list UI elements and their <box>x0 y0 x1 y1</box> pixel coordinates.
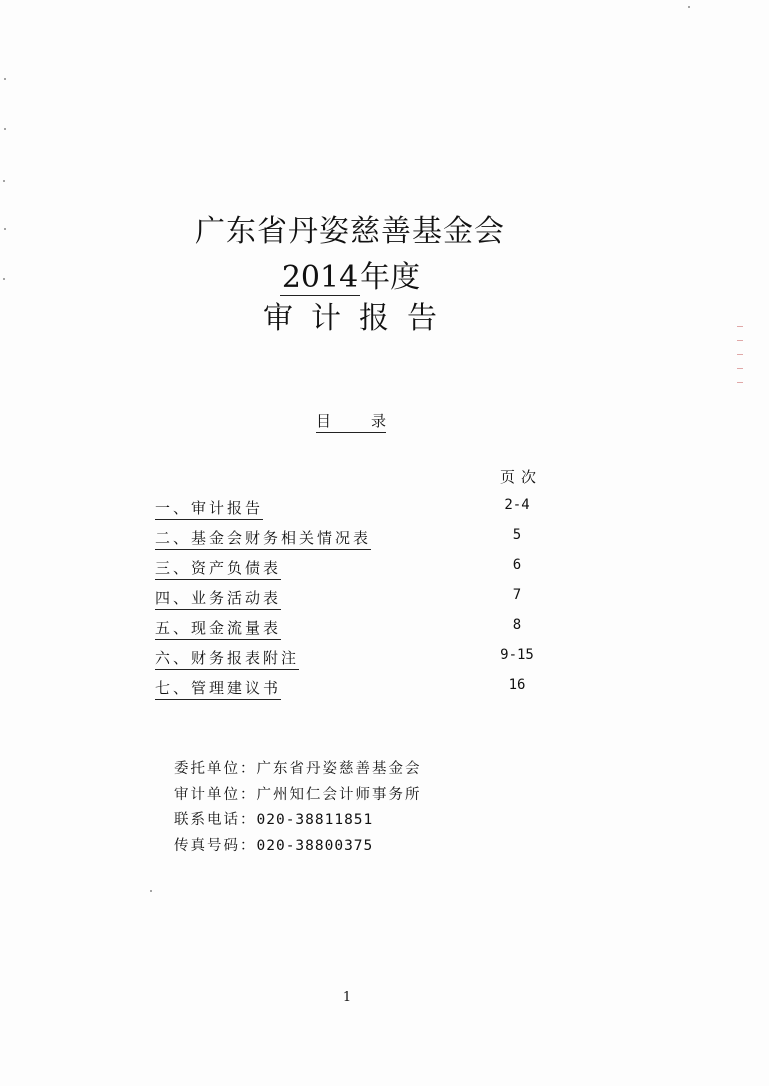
toc-item-page: 16 <box>508 677 526 693</box>
toc-item-label: 七、管理建议书 <box>155 677 281 700</box>
toc-item <box>155 675 535 705</box>
toc-item-page: 8 <box>512 617 522 633</box>
toc-item <box>155 645 535 675</box>
contact-block <box>174 757 504 859</box>
scan-speck <box>4 128 6 130</box>
toc-item-label: 五、现金流量表 <box>155 617 281 640</box>
scan-speck <box>3 180 5 182</box>
toc-item-label: 四、业务活动表 <box>155 587 281 610</box>
toc-item-label: 二、基金会财务相关情况表 <box>155 527 371 550</box>
contact-label: 联系电话： <box>174 812 257 828</box>
toc-item <box>155 525 535 555</box>
title-report: 审计报告 <box>263 301 455 336</box>
toc-item <box>155 585 535 615</box>
toc-item <box>155 555 535 585</box>
toc-item-label: 六、财务报表附注 <box>155 647 299 670</box>
contact-row-phone <box>174 808 504 834</box>
toc-item <box>155 495 535 525</box>
contact-row-client <box>174 757 504 783</box>
contact-row-auditor <box>174 783 504 809</box>
edge-color-marks <box>737 326 745 396</box>
toc-item-page: 6 <box>512 557 522 573</box>
contact-label: 审计单位： <box>174 786 257 803</box>
toc-item-page: 5 <box>512 527 522 543</box>
toc-item-page: 7 <box>512 587 522 603</box>
scan-speck <box>150 890 152 892</box>
page-number: 1 <box>342 990 352 1005</box>
toc-heading-right: 录 <box>370 412 386 430</box>
title-year-line <box>0 252 700 296</box>
toc-item-label: 三、资产负债表 <box>155 557 281 580</box>
contact-value: 广东省丹姿慈善基金会 <box>256 761 422 777</box>
title-year: 2014 <box>281 260 359 295</box>
page-column-header: 页次 <box>500 468 543 486</box>
toc-heading <box>316 410 386 433</box>
toc-list <box>155 495 535 705</box>
contact-value: 广州知仁会计师事务所 <box>256 786 422 803</box>
contact-row-fax <box>174 834 504 860</box>
scan-speck <box>688 6 690 8</box>
toc-item-label: 一、审计报告 <box>155 497 263 520</box>
title-organization: 广东省丹姿慈善基金会 <box>195 214 505 249</box>
contact-value: 020-38800375 <box>256 837 374 854</box>
toc-item-page: 9-15 <box>500 647 534 663</box>
scan-speck <box>4 78 6 80</box>
toc-item <box>155 615 535 645</box>
contact-label: 传真号码： <box>174 837 257 854</box>
contact-label: 委托单位： <box>174 761 257 777</box>
title-year-suffix: 年度 <box>360 260 421 295</box>
toc-heading-left: 目 <box>316 412 332 430</box>
contact-value: 020-38811851 <box>256 812 374 828</box>
toc-item-page: 2-4 <box>504 497 530 513</box>
